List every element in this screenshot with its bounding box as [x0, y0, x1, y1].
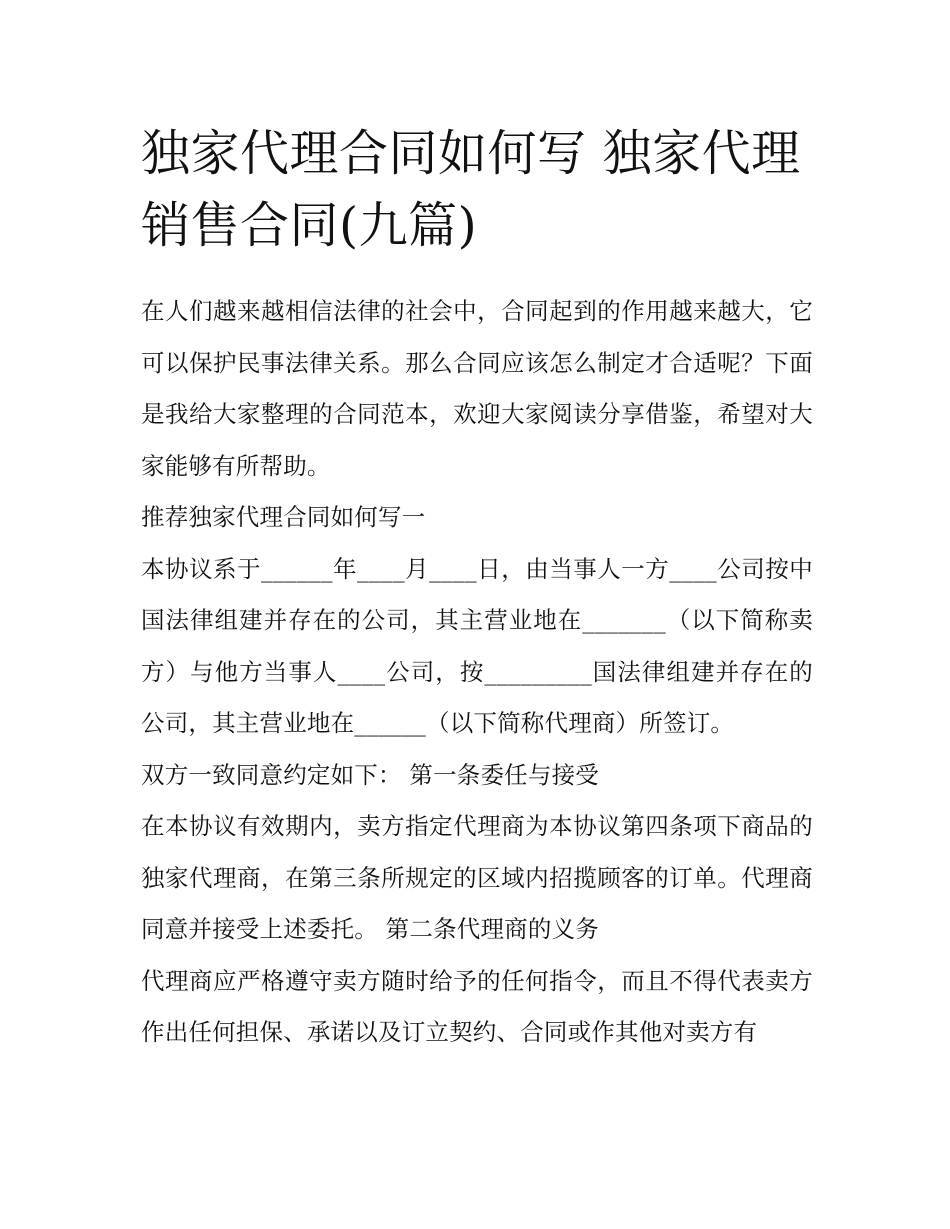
document-title: 独家代理合同如何写 独家代理销售合同(九篇): [141, 125, 801, 254]
document-page: [141, 118, 813, 1059]
clause-2-paragraph: 代理商应严格遵守卖方随时给予的任何指令，而且不得代表卖方作出任何担保、承诺以及订立契约、合同或作其他对卖方有: [141, 966, 813, 1046]
section-heading: 推荐独家代理合同如何写一: [141, 503, 426, 531]
agreement-paragraph: 本协议系于______年____月____日，由当事人一方____公司按中国法律组建并存在的公司，其主营业地在_______（以下简称卖方）与他方当事人____公司，按_________国法律组建并存在的公司，其主营业地在______（以下简称代理商）所签订。: [141, 554, 813, 737]
clause-1-heading: 双方一致同意约定如下： 第一条委任与接受: [141, 760, 599, 789]
intro-paragraph: 在人们越来越相信法律的社会中，合同起到的作用越来越大，它可以保护民事法律关系。那么合同应该怎么制定才合适呢？下面是我给大家整理的合同范本，欢迎大家阅读分享借鉴，希望对大家能够有所帮助。: [141, 297, 813, 480]
clause-1-paragraph: 在本协议有效期内，卖方指定代理商为本协议第四条项下商品的独家代理商，在第三条所规定的区域内招揽顾客的订单。代理商同意并接受上述委托。 第二条代理商的义务: [141, 812, 813, 943]
